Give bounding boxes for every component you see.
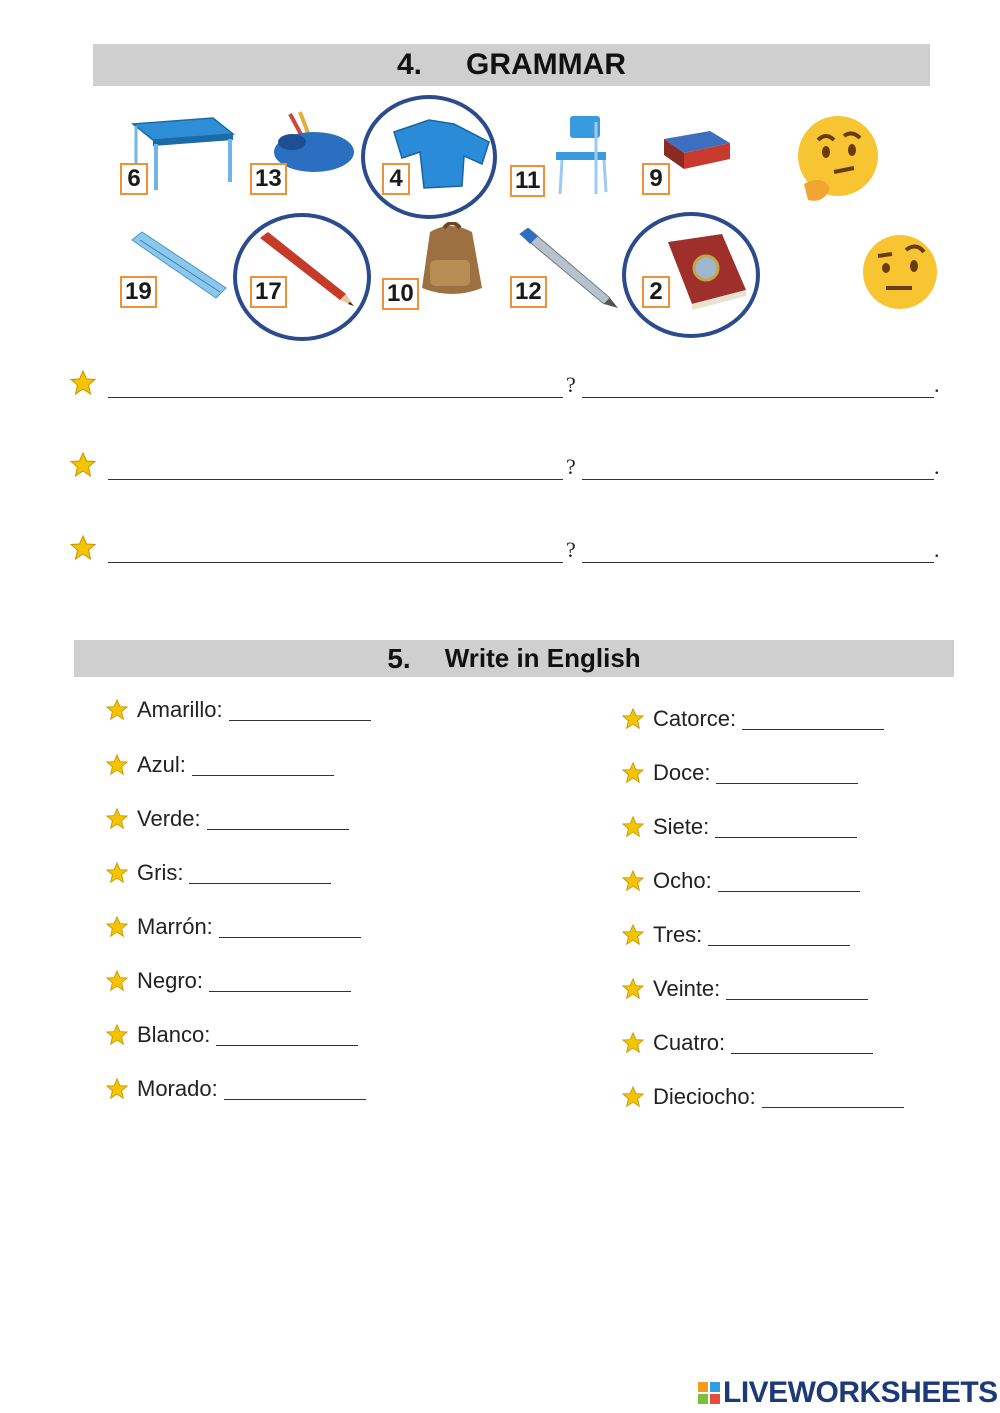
answer-blank[interactable]: [582, 479, 934, 480]
vocab-item: [622, 1028, 873, 1058]
vocab-word: Verde:: [137, 806, 201, 831]
vocab-item: [622, 920, 850, 950]
vocab-word: Veinte:: [653, 976, 721, 1001]
question-mark: ?: [566, 454, 576, 479]
brand-name: LIVEWORKSHEETS: [723, 1376, 998, 1409]
answer-blank[interactable]: [716, 763, 858, 784]
answer-blank[interactable]: [718, 871, 860, 892]
vocab-item: [622, 1082, 904, 1112]
star-icon: [106, 970, 128, 992]
vocab-item: [106, 1020, 358, 1050]
vocab-word: Ocho:: [653, 868, 712, 893]
vocab-item: [622, 974, 868, 1004]
image-label: 12: [510, 276, 547, 308]
raised-eyebrow-face-icon: [860, 232, 940, 317]
vocab-word: Catorce:: [653, 706, 737, 731]
star-icon: [106, 699, 128, 721]
star-icon: [622, 1086, 644, 1108]
star-icon: [106, 808, 128, 830]
star-icon: [106, 754, 128, 776]
image-label: 10: [382, 278, 419, 310]
image-label: 9: [642, 163, 670, 195]
vocab-item: [106, 695, 371, 725]
vocab-word: Marrón:: [137, 914, 213, 939]
vocab-item: [106, 804, 349, 834]
section-5-title: Write in English: [444, 643, 641, 673]
image-label: 19: [120, 276, 157, 308]
question-blank[interactable]: [108, 479, 563, 480]
star-icon: [70, 452, 96, 478]
vocab-item: [106, 912, 361, 942]
star-icon: [622, 870, 644, 892]
answer-blank[interactable]: [726, 979, 868, 1000]
end-mark: .: [934, 454, 940, 479]
vocab-item: [622, 866, 860, 896]
vocab-word: Gris:: [137, 860, 184, 885]
vocab-item: [622, 704, 884, 734]
vocab-item: [106, 1074, 366, 1104]
answer-line: [70, 452, 950, 492]
vocab-word: Blanco:: [137, 1022, 211, 1047]
end-mark: .: [934, 372, 940, 397]
image-label: 4: [382, 163, 410, 195]
vocab-word: Amarillo:: [137, 697, 223, 722]
answer-blank[interactable]: [216, 1025, 358, 1046]
highlight-circle: [622, 212, 760, 338]
vocab-item: [622, 812, 857, 842]
vocab-word: Doce:: [653, 760, 711, 785]
answer-blank[interactable]: [715, 817, 857, 838]
star-icon: [106, 862, 128, 884]
star-icon: [70, 370, 96, 396]
vocab-item: [622, 758, 858, 788]
answer-blank[interactable]: [189, 863, 331, 884]
answer-blank[interactable]: [224, 1079, 366, 1100]
star-icon: [106, 1078, 128, 1100]
chair-image: [548, 112, 618, 201]
thinking-face-icon: [794, 114, 884, 211]
image-label: 17: [250, 276, 287, 308]
liveworksheets-logo: [698, 1376, 998, 1410]
answer-blank[interactable]: [207, 809, 349, 830]
answer-blank[interactable]: [708, 925, 850, 946]
answer-blank[interactable]: [582, 562, 934, 563]
star-icon: [622, 924, 644, 946]
logo-blocks-icon: [698, 1382, 720, 1404]
vocab-item: [106, 966, 351, 996]
image-label: 13: [250, 163, 287, 195]
section-4-header: [93, 44, 930, 86]
answer-blank[interactable]: [762, 1087, 904, 1108]
answer-blank[interactable]: [219, 917, 361, 938]
answer-blank[interactable]: [209, 971, 351, 992]
image-label: 6: [120, 163, 148, 195]
star-icon: [622, 708, 644, 730]
backpack-image: [410, 222, 494, 307]
end-mark: .: [934, 537, 940, 562]
answer-line: [70, 370, 950, 410]
section-5-header: [74, 640, 954, 677]
star-icon: [106, 916, 128, 938]
star-icon: [622, 762, 644, 784]
vocab-item: [106, 750, 334, 780]
answer-blank[interactable]: [582, 397, 934, 398]
section-5-number: 5.: [387, 642, 411, 674]
star-icon: [106, 1024, 128, 1046]
answer-line: [70, 535, 950, 575]
vocab-word: Dieciocho:: [653, 1084, 756, 1109]
vocab-word: Negro:: [137, 968, 204, 993]
question-mark: ?: [566, 537, 576, 562]
vocab-word: Siete:: [653, 814, 710, 839]
vocab-word: Morado:: [137, 1076, 218, 1101]
vocab-word: Cuatro:: [653, 1030, 726, 1055]
star-icon: [622, 978, 644, 1000]
image-label: 11: [510, 165, 545, 197]
answer-blank[interactable]: [731, 1033, 873, 1054]
highlight-circle: [361, 95, 497, 219]
vocab-word: Tres:: [653, 922, 703, 947]
vocab-word: Azul:: [137, 752, 186, 777]
question-blank[interactable]: [108, 562, 563, 563]
question-blank[interactable]: [108, 397, 563, 398]
vocab-item: [106, 858, 331, 888]
answer-blank[interactable]: [742, 709, 884, 730]
star-icon: [70, 535, 96, 561]
image-label: 2: [642, 276, 670, 308]
star-icon: [622, 816, 644, 838]
section-4-number: 4.: [396, 48, 423, 81]
star-icon: [622, 1032, 644, 1054]
question-mark: ?: [566, 372, 576, 397]
answer-blank[interactable]: [229, 700, 371, 721]
eraser-image: [660, 125, 734, 180]
section-4-title: GRAMMAR: [466, 48, 626, 81]
answer-blank[interactable]: [192, 755, 334, 776]
